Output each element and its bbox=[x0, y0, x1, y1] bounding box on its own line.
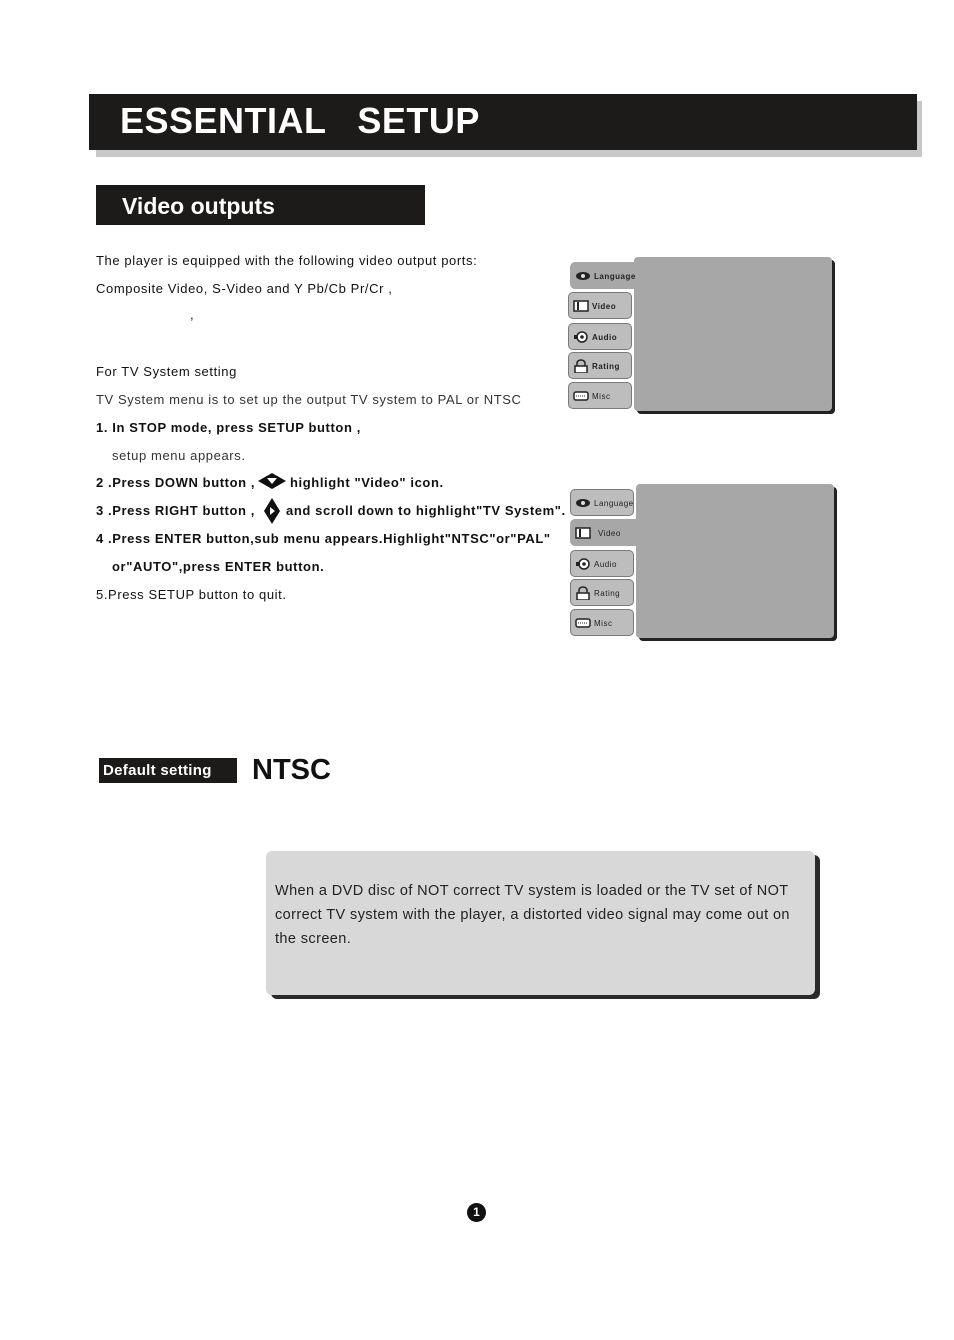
monitor-icon bbox=[575, 526, 591, 540]
intro-line-1: The player is equipped with the following video output ports: bbox=[96, 253, 478, 268]
misc-icon bbox=[575, 616, 591, 630]
menu-tab-misc: Misc bbox=[568, 382, 632, 409]
down-arrow-icon bbox=[258, 473, 286, 489]
step-4: 4 .Press ENTER button,sub menu appears.Highlight"NTSC"or"PAL" bbox=[96, 531, 551, 546]
page-title: ESSENTIAL SETUP bbox=[120, 100, 480, 141]
misc-icon bbox=[573, 389, 589, 403]
menu-tab-rating: Rating bbox=[570, 579, 634, 606]
step-1-cont: setup menu appears. bbox=[112, 448, 246, 463]
menu-tab-language: Language bbox=[570, 489, 634, 516]
step-2b: highlight "Video" icon. bbox=[290, 475, 444, 490]
lock-icon bbox=[575, 586, 591, 600]
menu-tab-video: Video bbox=[568, 292, 632, 319]
lock-icon bbox=[573, 359, 589, 373]
note-text: When a DVD disc of NOT correct TV system is loaded or the TV set of NOT correct TV system with the player, a distorted video signal may come out on the screen. bbox=[275, 883, 790, 947]
step-3b: and scroll down to highlight"TV System". bbox=[286, 503, 566, 518]
default-setting-label: Default setting bbox=[103, 762, 212, 779]
step-4-cont: or"AUTO",press ENTER button. bbox=[112, 559, 325, 574]
intro-line-3: , bbox=[190, 307, 195, 322]
intro-line-2: Composite Video, S-Video and Y Pb/Cb Pr/Cr , bbox=[96, 281, 393, 296]
step-2a: 2 .Press DOWN button , bbox=[96, 475, 256, 490]
section-title: Video outputs bbox=[122, 193, 275, 219]
step-5: 5.Press SETUP button to quit. bbox=[96, 587, 287, 602]
default-setting-value: NTSC bbox=[252, 754, 331, 786]
menu-tab-video: Video bbox=[570, 519, 638, 546]
eye-icon bbox=[575, 496, 591, 510]
eye-icon bbox=[575, 269, 591, 283]
speaker-icon bbox=[575, 557, 591, 571]
page-number: 1 bbox=[467, 1203, 486, 1222]
step-1: 1. In STOP mode, press SETUP button , bbox=[96, 420, 361, 435]
tv-system-heading: For TV System setting bbox=[96, 364, 237, 379]
monitor-icon bbox=[573, 299, 589, 313]
menu-tab-rating: Rating bbox=[568, 352, 632, 379]
menu-tab-misc: Misc bbox=[570, 609, 634, 636]
speaker-icon bbox=[573, 330, 589, 344]
menu-tab-audio: Audio bbox=[570, 550, 634, 577]
step-3a: 3 .Press RIGHT button , bbox=[96, 503, 255, 518]
menu-tab-audio: Audio bbox=[568, 323, 632, 350]
menu-tab-language: Language bbox=[570, 262, 636, 289]
tv-system-desc: TV System menu is to set up the output TV system to PAL or NTSC bbox=[96, 392, 522, 407]
menu-panel bbox=[634, 257, 832, 411]
right-arrow-icon bbox=[264, 498, 280, 524]
menu-panel bbox=[636, 484, 834, 638]
